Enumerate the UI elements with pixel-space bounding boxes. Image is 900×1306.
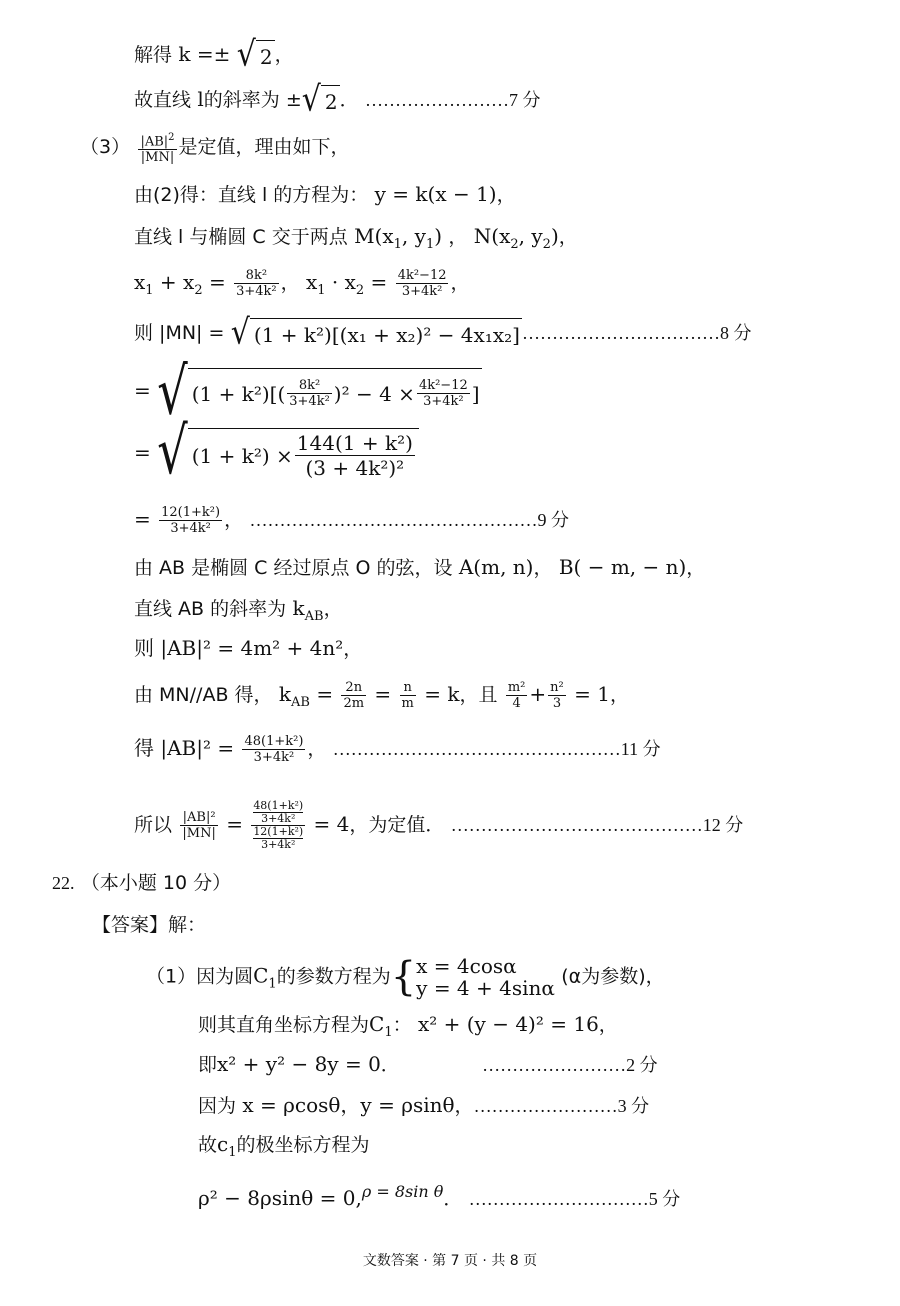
t: x	[134, 270, 146, 294]
sqrt: √ (1 + k²) × $\frac{\text{144(1 + k²)}}{\text{(3 + 4k²)²}}$	[157, 428, 419, 480]
page-footer: 文数答案 · 第 7 页 · 共 8 页	[362, 1253, 538, 1269]
math	[134, 270, 226, 298]
num: 48(1+k²)	[253, 799, 304, 812]
t: M(x	[354, 224, 394, 248]
line-polar-eq	[198, 1178, 680, 1213]
num: |AB|	[140, 134, 169, 150]
text: ，	[454, 1095, 474, 1117]
math: c	[217, 1132, 229, 1156]
den: (3 + 4k²)²	[305, 456, 405, 480]
text: ，且	[459, 684, 498, 706]
radicand	[188, 428, 419, 480]
line-ab-chord	[134, 553, 705, 582]
num: 4k²−12	[418, 378, 468, 393]
line-mn-step1	[134, 354, 482, 430]
den: 3+4k²	[401, 284, 443, 299]
t: , y	[518, 224, 543, 248]
answer-label	[92, 910, 206, 939]
num: 144(1 + k²)	[296, 431, 413, 455]
line-eq-l	[134, 180, 516, 209]
math: +	[529, 682, 547, 706]
math: k	[278, 682, 292, 706]
line-mn-chord	[134, 312, 752, 353]
text: 的斜率为 ±	[203, 89, 302, 111]
text: 故直线	[134, 89, 192, 111]
text: 即	[198, 1054, 218, 1076]
num: m²	[507, 680, 526, 695]
text: ，	[274, 44, 294, 66]
text: ，	[343, 638, 363, 660]
line-expanded	[198, 1050, 658, 1079]
text: ：	[392, 1014, 412, 1036]
fraction	[287, 378, 332, 409]
fraction	[506, 680, 528, 711]
math: =	[309, 682, 334, 706]
line-ab-result	[134, 734, 661, 765]
text: ，	[686, 557, 706, 579]
line-polar-intro	[198, 1130, 370, 1167]
math: 则 |AB|² = 4m² + 4n²	[134, 636, 344, 660]
text: ，	[598, 1014, 618, 1036]
math	[306, 270, 388, 298]
line-cartesian	[198, 1010, 618, 1047]
sqrt: √ (1 + k²)[(x₁ + x₂)² − 4x₁x₂]	[230, 312, 520, 353]
fraction	[341, 680, 366, 711]
t: + x	[153, 270, 195, 294]
text: 直线 AB 的斜率为	[134, 598, 287, 620]
t: =	[364, 270, 388, 294]
math: x² + y² − 8y = 0	[217, 1052, 381, 1076]
den: 3+4k²	[289, 394, 330, 409]
line-mn-step2	[134, 413, 419, 490]
score-dots: ……………………………8 分	[521, 323, 752, 343]
score-dots: ……………………3 分	[473, 1096, 650, 1116]
math: =	[374, 682, 392, 706]
text: 则其直角坐标方程为	[198, 1014, 370, 1036]
sup: 2	[168, 132, 175, 143]
t: , y	[401, 224, 426, 248]
den: 3+4k²	[236, 284, 277, 299]
den: 4	[512, 696, 521, 711]
text: ．	[380, 1054, 400, 1076]
score-dots: ……………………………………12 分	[450, 815, 744, 835]
part-label: （3）	[80, 136, 131, 159]
num: 4k²−12	[397, 268, 447, 283]
sqrt: √ 2	[301, 79, 338, 120]
score-dots: …………………………………………9 分	[249, 510, 569, 530]
left-brace: {	[390, 954, 417, 1000]
fraction	[242, 734, 305, 765]
text: 的极坐标方程为	[236, 1134, 370, 1156]
text: ，	[558, 226, 578, 248]
den: 3+4k²	[253, 750, 295, 765]
sub: 2	[542, 237, 551, 252]
den: |MN|	[182, 826, 216, 841]
score-dots: …………………………5 分	[468, 1189, 681, 1209]
line-param-eq	[146, 955, 665, 999]
t: x	[306, 270, 318, 294]
line-intersect	[134, 222, 578, 259]
text: （本小题 10 分）	[80, 872, 232, 894]
text: 由 AB 是椭圆 C 经过原点 O 的弦，设	[134, 557, 453, 579]
text: ．	[443, 1188, 463, 1210]
radicand: 2	[256, 40, 275, 71]
fraction	[548, 680, 566, 711]
math: B( − m, − n)	[558, 555, 687, 579]
inner-frac	[253, 826, 303, 851]
t: (1 + k²)[(	[191, 381, 286, 406]
den: 3+4k²	[261, 838, 296, 851]
text: ，为定值．	[349, 814, 445, 836]
num: 2n	[341, 680, 366, 696]
t: (1 + k²) ×	[191, 443, 293, 468]
den: 3+4k²	[261, 812, 296, 825]
math: = 1	[574, 682, 610, 706]
math: =	[134, 507, 151, 531]
math: =	[134, 440, 151, 465]
text: ，	[307, 738, 327, 760]
sub: AB	[291, 695, 310, 710]
sqrt: √ 2	[236, 34, 273, 75]
text: (α为参数)，	[561, 965, 665, 988]
text: 是定值，理由如下，	[178, 136, 350, 159]
math: x² + (y − 4)² = 16	[417, 1012, 599, 1036]
text: ，	[224, 509, 244, 531]
den: 2m	[343, 696, 365, 711]
math: C	[253, 963, 269, 988]
text: ，	[496, 184, 516, 206]
num: |AB|²	[180, 810, 217, 826]
math: 得 |AB|² =	[134, 736, 235, 760]
text: 因为	[198, 1095, 237, 1117]
sub: 2	[510, 237, 519, 252]
radicand: (1 + k²)[(x₁ + x₂)² − 4x₁x₂]	[250, 318, 522, 349]
math: l	[197, 87, 204, 111]
math: =	[226, 812, 243, 836]
eq: y = 4 + 4sinα	[416, 976, 555, 1000]
t: · x	[325, 270, 356, 294]
line-part3	[80, 130, 350, 165]
line-solve-k	[134, 34, 294, 75]
fraction	[234, 268, 279, 299]
fraction	[400, 680, 416, 711]
sub: 1	[228, 1145, 237, 1160]
text: 则 |MN| =	[134, 322, 225, 344]
num: 48(1+k²)	[244, 734, 304, 749]
fraction	[180, 810, 217, 841]
sqrt: √ (1 + k²)[( $\frac{\text{8k²}}{\text{3+4k²}}$ )² − 4 × $\frac{\text{4k²−12}}{\text{3+4k²}}$ ]	[157, 354, 480, 430]
den: 3+4k²	[423, 394, 464, 409]
den: m	[401, 696, 414, 711]
math: =	[134, 378, 151, 403]
text: ，	[450, 272, 470, 294]
text: ，	[533, 557, 553, 579]
equation-system	[416, 955, 555, 999]
nested-fraction	[251, 800, 305, 851]
t: )	[550, 224, 559, 248]
text: ，	[609, 684, 629, 706]
text: 故	[198, 1134, 218, 1156]
line-ratio	[134, 800, 743, 851]
question-number: 22.	[52, 873, 75, 893]
score-dots: ……………………7 分	[364, 90, 541, 110]
text: 由(2)得：直线 l 的方程为：	[134, 184, 369, 206]
t: N(x	[473, 224, 511, 248]
fraction	[417, 378, 470, 409]
line-polar-sub	[198, 1091, 649, 1120]
t: )² − 4 ×	[333, 381, 415, 406]
den: 3+4k²	[170, 521, 211, 536]
line-kab	[134, 594, 343, 631]
num: n²	[550, 680, 564, 695]
math: = k	[424, 682, 460, 706]
num: 12(1+k²)	[253, 825, 304, 838]
radicand	[188, 368, 482, 416]
fraction	[295, 431, 415, 480]
sub: 2	[194, 283, 203, 298]
score-dots: ……………………2 分	[482, 1055, 658, 1075]
math: k	[292, 596, 305, 620]
math: k =±	[178, 42, 237, 66]
num: n	[400, 680, 416, 696]
text: （1）因为圆	[146, 965, 254, 988]
inner-frac	[253, 800, 303, 825]
math: y = k(x − 1)	[374, 182, 497, 206]
math: C	[369, 1012, 385, 1036]
den: |MN|	[140, 150, 175, 166]
radicand: 2	[321, 85, 340, 116]
den: 3	[552, 696, 562, 711]
num: 8k²	[287, 378, 332, 394]
text: ，	[448, 226, 468, 248]
sub: AB	[304, 609, 324, 624]
num: 8k²	[234, 268, 279, 284]
sub: 1	[384, 1025, 393, 1040]
sub: 1	[425, 237, 435, 252]
sub: 1	[268, 976, 277, 992]
fraction	[396, 268, 449, 299]
sub: 1	[393, 237, 402, 252]
sub: 1	[317, 283, 326, 298]
line-ab-sq	[134, 634, 362, 663]
t: ]	[471, 381, 480, 406]
math: ρ² − 8ρsinθ = 0,	[198, 1186, 362, 1210]
math: ρ = 8sin θ	[361, 1182, 444, 1201]
num: 12(1+k²)	[161, 505, 221, 520]
eq: x = 4cosα	[416, 954, 517, 978]
sub: 2	[355, 283, 365, 298]
text: 由 MN//AB 得，	[134, 684, 273, 706]
question-22-header	[52, 868, 231, 897]
score-dots: …………………………………………11 分	[332, 739, 661, 759]
fraction	[159, 505, 222, 536]
point-n	[473, 224, 559, 252]
line-vieta	[134, 268, 470, 305]
text: ，	[280, 272, 300, 294]
text: ．	[339, 89, 359, 111]
text: 解得	[134, 44, 173, 66]
text: ，	[323, 598, 343, 620]
line-slope	[134, 79, 541, 120]
point-m	[354, 224, 443, 252]
text: 所以	[134, 814, 173, 836]
line-mn-result	[134, 505, 569, 536]
sub: 1	[145, 283, 154, 298]
t: )	[434, 224, 443, 248]
text: 直线 l 与椭圆 C 交于两点	[134, 226, 348, 248]
math: x = ρcosθ，y = ρsinθ	[242, 1093, 455, 1117]
t: =	[202, 270, 226, 294]
math: = 4	[313, 812, 350, 836]
text: 的参数方程为	[276, 965, 391, 988]
line-parallel	[134, 680, 629, 717]
math: A(m, n)	[458, 555, 534, 579]
fraction	[138, 130, 176, 165]
text: 【答案】解：	[92, 914, 207, 936]
